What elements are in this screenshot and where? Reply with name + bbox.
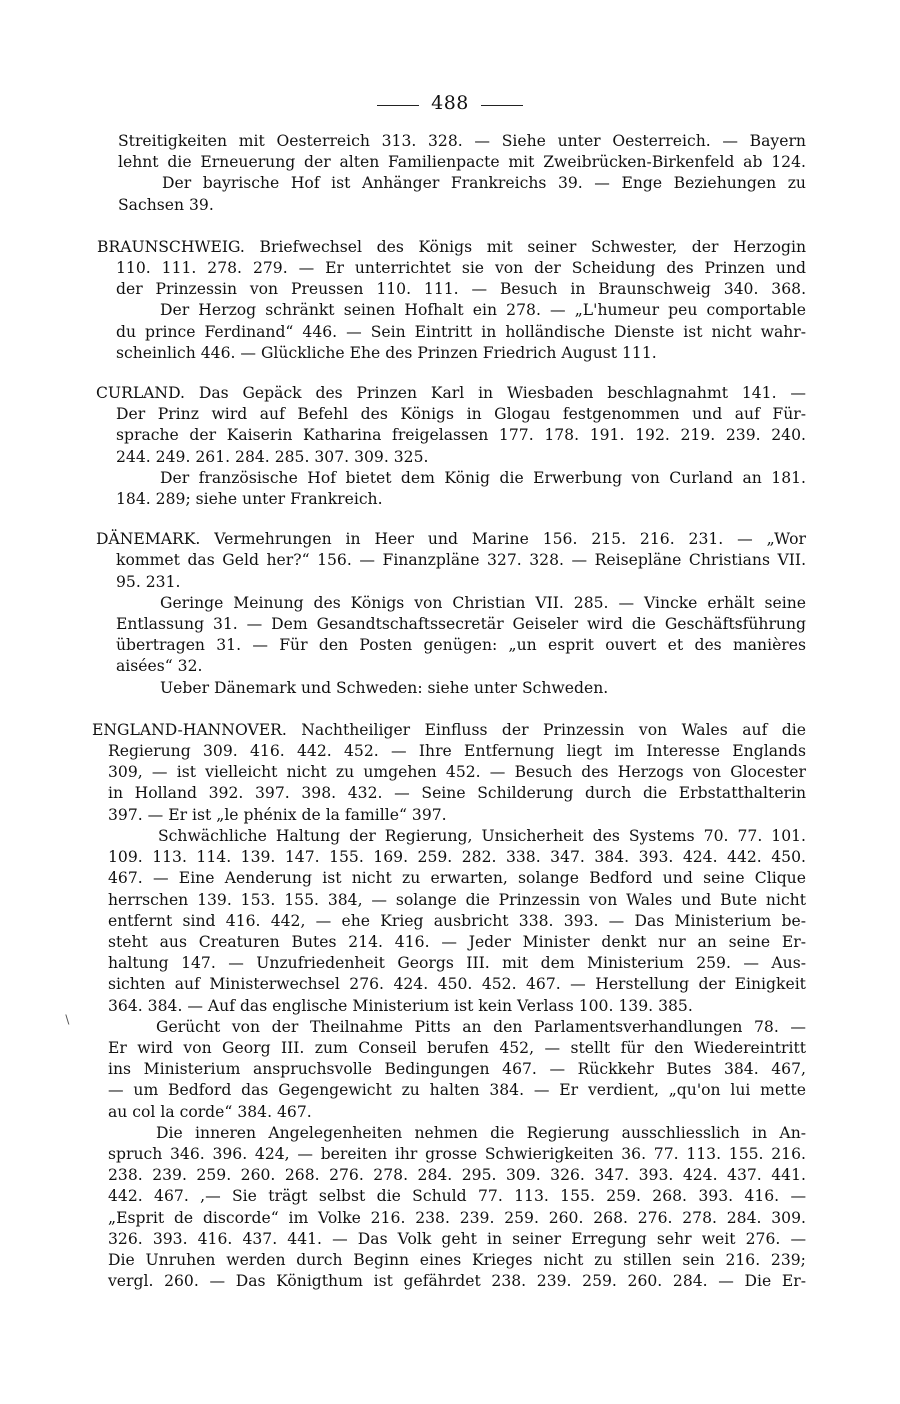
text-line: ENGLAND-HANNOVER. Nachtheiliger Einfluss der Prinzessin von Wales auf die [92,720,806,739]
text-line: 109. 113. 114. 139. 147. 155. 169. 259. 282. 338. 347. 384. 393. 424. 442. 450. [108,848,806,867]
text-line: 244. 249. 261. 284. 285. 307. 309. 325. [116,447,429,466]
text-line: haltung 147. — Unzufriedenheit Georgs III. mit dem Ministerium 259. — Aus- [108,954,806,973]
header-rule-left [377,105,419,106]
index-entry-braunschweig [0,237,900,364]
text-line: spruch 346. 396. 424, — bereiten ihr grosse Schwierigkeiten 36. 77. 113. 155. 216. [108,1144,806,1163]
index-entry-daenemark [0,529,900,699]
text-line: Geringe Meinung des Königs von Christian VII. 285. — Vincke erhält seine [160,593,807,612]
text-line: in Holland 392. 397. 398. 432. — Seine Schilderung durch die Erbstatthalterin [108,784,807,803]
text-line: 364. 384. — Auf das englische Ministerium ist kein Verlass 100. 139. 385. [108,996,693,1015]
text-line: au col la corde“ 384. 467. [108,1102,312,1121]
text-line: Er wird von Georg III. zum Conseil berufen 452, — stellt für den Wiedereintritt [108,1038,807,1057]
text-line: 238. 239. 259. 260. 268. 276. 278. 284. 295. 309. 326. 347. 393. 424. 437. 441. [108,1166,806,1185]
index-entry-curland [0,383,900,510]
text-line: Ueber Dänemark und Schweden: siehe unter Schweden. [160,678,609,697]
text-line: 110. 111. 278. 279. — Er unterrichtet sie von der Scheidung des Prinzen und [116,259,806,278]
index-entry-england-hannover [0,720,900,1292]
section-gap [0,510,900,529]
text-line: entfernt sind 416. 442, — ehe Krieg ausbricht 338. 393. — Das Ministerium be- [108,911,806,930]
text-line: 397. — Er ist „le phénix de la famille“ 397. [108,805,447,824]
text-line: steht aus Creaturen Butes 214. 416. — Jeder Minister denkt nur an seine Er- [108,932,807,951]
text-line: 467. — Eine Aenderung ist nicht zu erwarten, solange Bedford und seine Clique [108,869,806,888]
section-gap [0,364,900,383]
text-line: Regierung 309. 416. 442. 452. — Ihre Entfernung liegt im Interesse Englands [108,742,807,761]
text-line: DÄNEMARK. Vermehrungen in Heer und Marine 156. 215. 216. 231. — „Wor [96,530,806,549]
text-line: Der Herzog schränkt seinen Hofhalt ein 278. — „L'humeur peu comportable [160,301,807,320]
text-line: kommet das Geld her?“ 156. — Finanzpläne 327. 328. — Reisepläne Christians VII. [116,551,807,570]
text-line: lehnt die Erneuerung der alten Familienpacte mit Zweibrücken-Birkenfeld ab 124. [118,153,806,172]
page-number: 488 [431,92,469,114]
text-line: — um Bedford das Gegengewicht zu halten 384. — Er verdient, „qu'on lui mette [108,1081,806,1100]
text-line: vergl. 260. — Das Königthum ist gefährdet 238. 239. 259. 260. 284. — Die Er- [108,1272,807,1291]
index-entry-bayern-continuation [0,131,900,216]
text-line: der Prinzessin von Preussen 110. 111. — Besuch in Braunschweig 340. 368. [116,280,807,299]
text-line: Der bayrische Hof ist Anhänger Frankreichs 39. — Enge Beziehungen zu [162,174,806,193]
text-line: scheinlich 446. — Glückliche Ehe des Prinzen Friedrich August 111. [116,343,657,362]
text-line: ins Ministerium anspruchsvolle Bedingungen 467. — Rückkehr Butes 384. 467, [108,1060,806,1079]
text-line: sprache der Kaiserin Katharina freigelassen 177. 178. 191. 192. 219. 239. 240. [116,426,806,445]
text-line: Sachsen 39. [118,195,214,214]
header-rule-right [481,105,523,106]
text-line: aisées“ 32. [116,657,203,676]
text-line: 184. 289; siehe unter Frankreich. [116,490,383,509]
text-line: herrschen 139. 153. 155. 384, — solange die Prinzessin von Wales und Bute nicht [108,890,806,909]
text-line: Gerücht von der Theilnahme Pitts an den Parlamentsverhandlungen 78. — [156,1017,806,1036]
text-line: Die inneren Angelegenheiten nehmen die Regierung ausschliesslich in An- [156,1123,807,1142]
text-line: Entlassung 31. — Dem Gesandtschaftssecretär Geiseler wird die Geschäftsführung [116,615,806,634]
text-line: Schwächliche Haltung der Regierung, Unsicherheit des Systems 70. 77. 101. [158,826,807,845]
text-line: Streitigkeiten mit Oesterreich 313. 328. — Siehe unter Oesterreich. — Bayern [118,132,806,150]
text-line: CURLAND. Das Gepäck des Prinzen Karl in Wiesbaden beschlagnahmt 141. — [96,384,806,403]
text-line: sichten auf Ministerwechsel 276. 424. 450. 452. 467. — Herstellung der Einigkeit [108,975,806,994]
text-line: übertragen 31. — Für den Posten genügen: „un esprit ouvert et des manières [116,636,806,655]
text-line: Der Prinz wird auf Befehl des Königs in Glogau festgenommen und auf Für- [116,405,806,424]
section-gap [0,699,900,720]
text-line: „Esprit de discorde“ im Volke 216. 238. 239. 259. 260. 268. 276. 278. 284. 309. [108,1208,806,1227]
text-line: 309, — ist vielleicht nicht zu umgehen 452. — Besuch des Herzogs von Glocester [108,763,806,782]
text-line: BRAUNSCHWEIG. Briefwechsel des Königs mit seiner Schwester, der Herzogin [97,237,806,256]
margin-mark: ∖ [63,1013,71,1027]
text-line: 326. 393. 416. 437. 441. — Das Volk geht in seiner Erregung sehr weit 276. — [108,1229,807,1248]
text-line: Der französische Hof bietet dem König die Erwerbung von Curland an 181. [160,468,806,487]
section-gap [0,216,900,237]
text-line: du prince Ferdinand“ 446. — Sein Eintritt in holländische Dienste ist nicht wahr- [116,322,807,341]
text-line: 442. 467. ,— Sie trägt selbst die Schuld 77. 113. 155. 259. 268. 393. 416. — [108,1187,807,1206]
page-header [0,88,900,118]
text-line: 95. 231. [116,572,181,591]
text-line: Die Unruhen werden durch Beginn eines Krieges nicht zu stillen sein 216. 239; [108,1250,806,1269]
index-body [0,131,900,1292]
